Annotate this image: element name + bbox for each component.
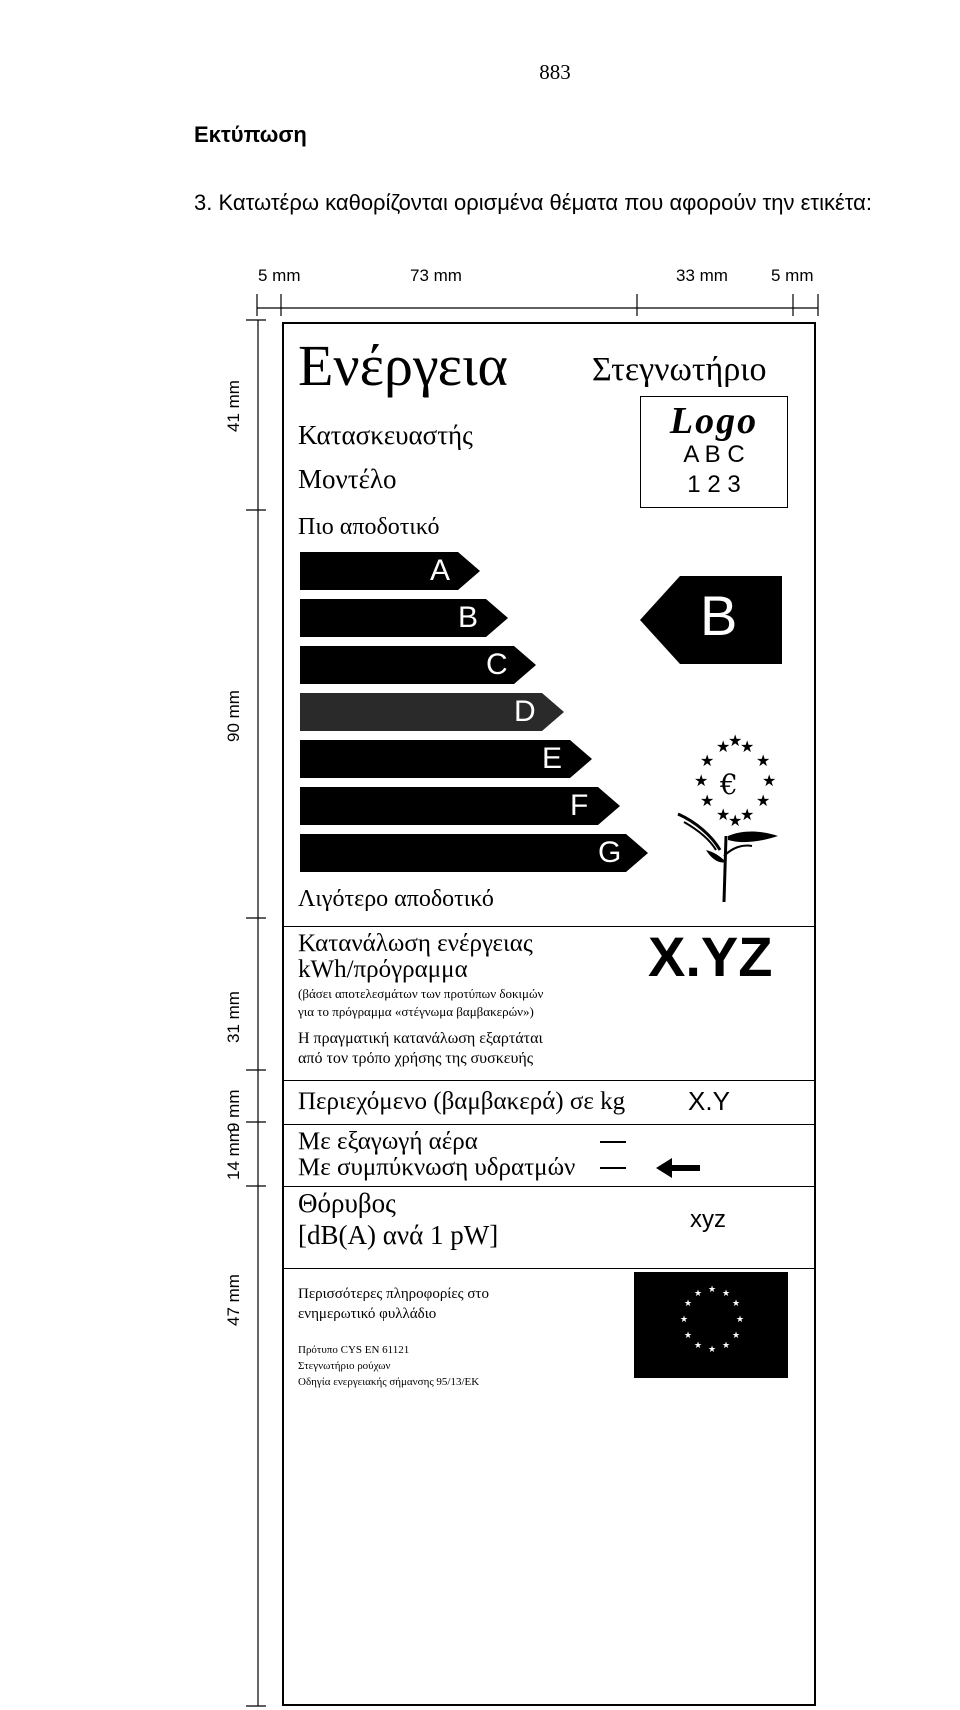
- separator-capacity: [282, 1080, 816, 1081]
- intro-paragraph: 3. Κατωτέρω καθορίζονται ορισμένα θέματα που αφορούν την ετικέτα:: [194, 190, 872, 215]
- svg-text:★: ★: [756, 751, 771, 770]
- footer-directive: Οδηγία ενεργειακής σήμανσης 95/13/ΕΚ: [298, 1376, 480, 1388]
- dim-left-consumption: 31 mm: [224, 991, 243, 1043]
- less-efficient-label: Λιγότερο αποδοτικό: [298, 886, 494, 912]
- efficiency-bar-e: [300, 740, 592, 778]
- dim-left-header: 41 mm: [224, 380, 243, 432]
- svg-text:★: ★: [728, 731, 743, 750]
- info-line-2: ενημερωτικό φυλλάδιο: [298, 1306, 437, 1322]
- more-efficient-label: Πιο αποδοτικό: [298, 514, 440, 540]
- efficiency-bar-letter: B: [458, 601, 479, 634]
- svg-text:★: ★: [716, 737, 731, 756]
- noise-unit: [dB(A) ανά 1 pW]: [298, 1220, 499, 1250]
- svg-text:★: ★: [722, 1341, 731, 1351]
- efficiency-bar-letter: A: [430, 554, 451, 587]
- consumption-note-2: για το πρόγραμμα «στέγνωμα βαμβακερών»): [298, 1004, 534, 1019]
- svg-text:★: ★: [684, 1331, 693, 1341]
- top-dimension-line: [255, 286, 820, 316]
- efficiency-bar-letter: D: [514, 695, 536, 728]
- condenser-label: Με συμπύκνωση υδρατμών: [298, 1154, 576, 1181]
- consumption-unit: kWh/πρόγραμμα: [298, 956, 468, 983]
- eu-flag-icon: [634, 1272, 788, 1378]
- svg-text:★: ★: [762, 771, 777, 790]
- svg-text:★: ★: [716, 805, 731, 824]
- dim-top-left-margin: 5 mm: [258, 266, 301, 285]
- actual-consumption-note-1: Η πραγματική κατανάλωση εξαρτάται: [298, 1030, 543, 1047]
- svg-text:★: ★: [722, 1289, 731, 1299]
- noise-value: xyz: [690, 1206, 726, 1233]
- consumption-value: X.YZ: [648, 925, 773, 988]
- svg-text:★: ★: [732, 1299, 741, 1309]
- current-class-letter: B: [700, 584, 738, 647]
- efficiency-bar-letter: E: [542, 742, 563, 775]
- svg-text:★: ★: [756, 791, 771, 810]
- svg-text:★: ★: [700, 791, 715, 810]
- efficiency-bar-letter: C: [486, 648, 508, 681]
- dim-top-right-margin: 5 mm: [771, 266, 814, 285]
- footer-standard: Πρότυπο CYS EN 61121: [298, 1344, 410, 1356]
- consumption-title: Κατανάλωση ενέργειας: [298, 930, 533, 957]
- efficiency-bar-f: [300, 787, 620, 825]
- efficiency-bar-a: [300, 552, 480, 590]
- dim-left-scale: 90 mm: [224, 690, 243, 742]
- model-label: Μοντέλο: [298, 464, 397, 494]
- svg-text:★: ★: [700, 751, 715, 770]
- svg-text:€: €: [720, 768, 738, 801]
- svg-text:★: ★: [694, 1341, 703, 1351]
- separator-type: [282, 1124, 816, 1125]
- appliance-type: Στεγνωτήριο: [592, 351, 767, 388]
- capacity-value: X.Y: [688, 1086, 730, 1116]
- svg-text:★: ★: [740, 737, 755, 756]
- separator-footer: [282, 1268, 816, 1269]
- dim-left-capacity: 9 mm: [224, 1089, 243, 1132]
- efficiency-bar-b: [300, 599, 508, 637]
- dim-left-type: 14 mm: [224, 1128, 243, 1180]
- consumption-note-1: (βάσει αποτελεσμάτων των προτύπων δοκιμών: [298, 986, 544, 1001]
- eu-flower-icon: [676, 726, 786, 906]
- efficiency-bar-d: [300, 693, 564, 731]
- air-vented-marker: [600, 1141, 626, 1143]
- manufacturer-label: Κατασκευαστής: [298, 420, 473, 450]
- svg-text:★: ★: [708, 1345, 717, 1355]
- arrow-left-icon: [656, 1156, 702, 1180]
- svg-text:★: ★: [708, 1285, 717, 1295]
- noise-title: Θόρυβος: [298, 1188, 396, 1218]
- condenser-marker: [600, 1167, 626, 1169]
- manufacturer-logo-box: [640, 396, 788, 508]
- svg-text:★: ★: [680, 1315, 689, 1325]
- dim-top-main-width: 73 mm: [410, 266, 462, 285]
- capacity-label: Περιεχόμενο (βαμβακερά) σε kg: [298, 1088, 626, 1115]
- svg-text:★: ★: [728, 811, 743, 830]
- label-title: Ενέργεια: [298, 333, 508, 398]
- svg-text:★: ★: [694, 1289, 703, 1299]
- dim-left-footer: 47 mm: [224, 1274, 243, 1326]
- page-number: 883: [539, 60, 571, 84]
- efficiency-bar-c: [300, 646, 536, 684]
- svg-text:★: ★: [694, 771, 709, 790]
- air-vented-label: Με εξαγωγή αέρα: [298, 1128, 478, 1155]
- logo-script: Logo: [669, 400, 759, 442]
- section-heading: Εκτύπωση: [194, 122, 307, 147]
- dim-top-side-width: 33 mm: [676, 266, 728, 285]
- separator-noise: [282, 1186, 816, 1187]
- footer-appliance: Στεγνωτήριο ρούχων: [298, 1360, 391, 1372]
- svg-text:★: ★: [732, 1331, 741, 1341]
- svg-text:★: ★: [740, 805, 755, 824]
- efficiency-bar-letter: G: [598, 836, 622, 869]
- actual-consumption-note-2: από τον τρόπο χρήσης της συσκευής: [298, 1050, 534, 1067]
- efficiency-bar-g: [300, 834, 648, 872]
- info-line-1: Περισσότερες πληροφορίες στο: [298, 1286, 489, 1302]
- efficiency-bar-letter: F: [570, 789, 589, 822]
- logo-line-2: 1 2 3: [687, 471, 741, 498]
- logo-line-1: A B C: [683, 441, 745, 468]
- svg-text:★: ★: [736, 1315, 745, 1325]
- svg-text:★: ★: [684, 1299, 693, 1309]
